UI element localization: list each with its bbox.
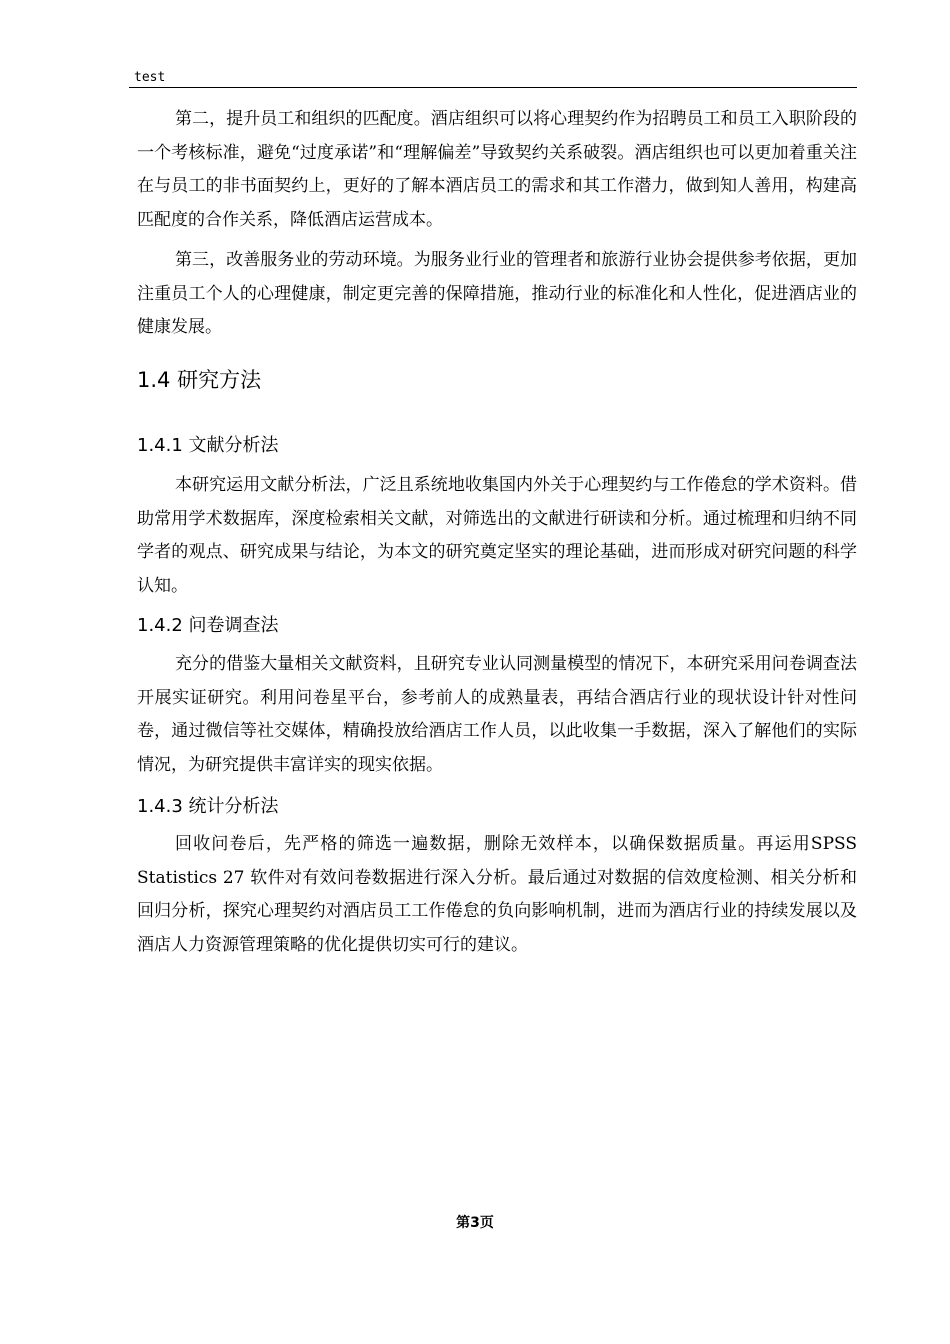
header-divider bbox=[129, 87, 857, 88]
subsection-heading-questionnaire-survey: 1.4.2 问卷调查法 bbox=[137, 615, 279, 636]
page-number: 第3页 bbox=[456, 1215, 494, 1231]
paragraph-third-point: 第三，改善服务业的劳动环境。为服务业行业的管理者和旅游行业协会提供参考依据，更加注重员工个人的心理健康，制定更完善的保障措施，推动行业的标准化和人性化，促进酒店业的健康发展。 bbox=[137, 250, 857, 337]
paragraph-second-point: 第二，提升员工和组织的匹配度。酒店组织可以将心理契约作为招聘员工和员工入职阶段的一个考核标准，避免“过度承诺”和“理解偏差”导致契约关系破裂。酒店组织也可以更加着重关注在与员工的非书面契约上，更好的了解本酒店员工的需求和其工作潜力，做到知人善用，构建高匹配度的合作关系，降低酒店运营成本。 bbox=[137, 109, 857, 230]
paragraph-questionnaire-survey: 充分的借鉴大量相关文献资料，且研究专业认同测量模型的情况下，本研究采用问卷调查法开展实证研究。利用问卷星平台，参考前人的成熟量表，再结合酒店行业的现状设计针对性问卷，通过微信等社交媒体，精确投放给酒店工作人员，以此收集一手数据，深入了解他们的实际情况，为研究提供丰富详实的现实依据。 bbox=[137, 654, 857, 775]
paragraph-literature-analysis: 本研究运用文献分析法，广泛且系统地收集国内外关于心理契约与工作倦怠的学术资料。借助常用学术数据库，深度检索相关文献，对筛选出的文献进行研读和分析。通过梳理和归纳不同学者的观点、研究成果与结论，为本文的研究奠定坚实的理论基础，进而形成对研究问题的科学认知。 bbox=[137, 475, 857, 596]
page-header-text: test bbox=[134, 70, 166, 85]
section-heading-research-methods: 1.4 研究方法 bbox=[137, 368, 262, 392]
subsection-heading-literature-analysis: 1.4.1 文献分析法 bbox=[137, 435, 279, 456]
subsection-heading-statistical-analysis: 1.4.3 统计分析法 bbox=[137, 796, 279, 817]
paragraph-statistical-analysis: 回收问卷后，先严格的筛选一遍数据，删除无效样本，以确保数据质量。再运用SPSS Statistics 27 软件对有效问卷数据进行深入分析。最后通过对数据的信效度检测、相关分析和回归分析，探究心理契约对酒店员工工作倦怠的负向影响机制，进而为酒店行业的持续发展以及酒店人力资源管理策略的优化提供切实可行的建议。 bbox=[137, 834, 857, 955]
